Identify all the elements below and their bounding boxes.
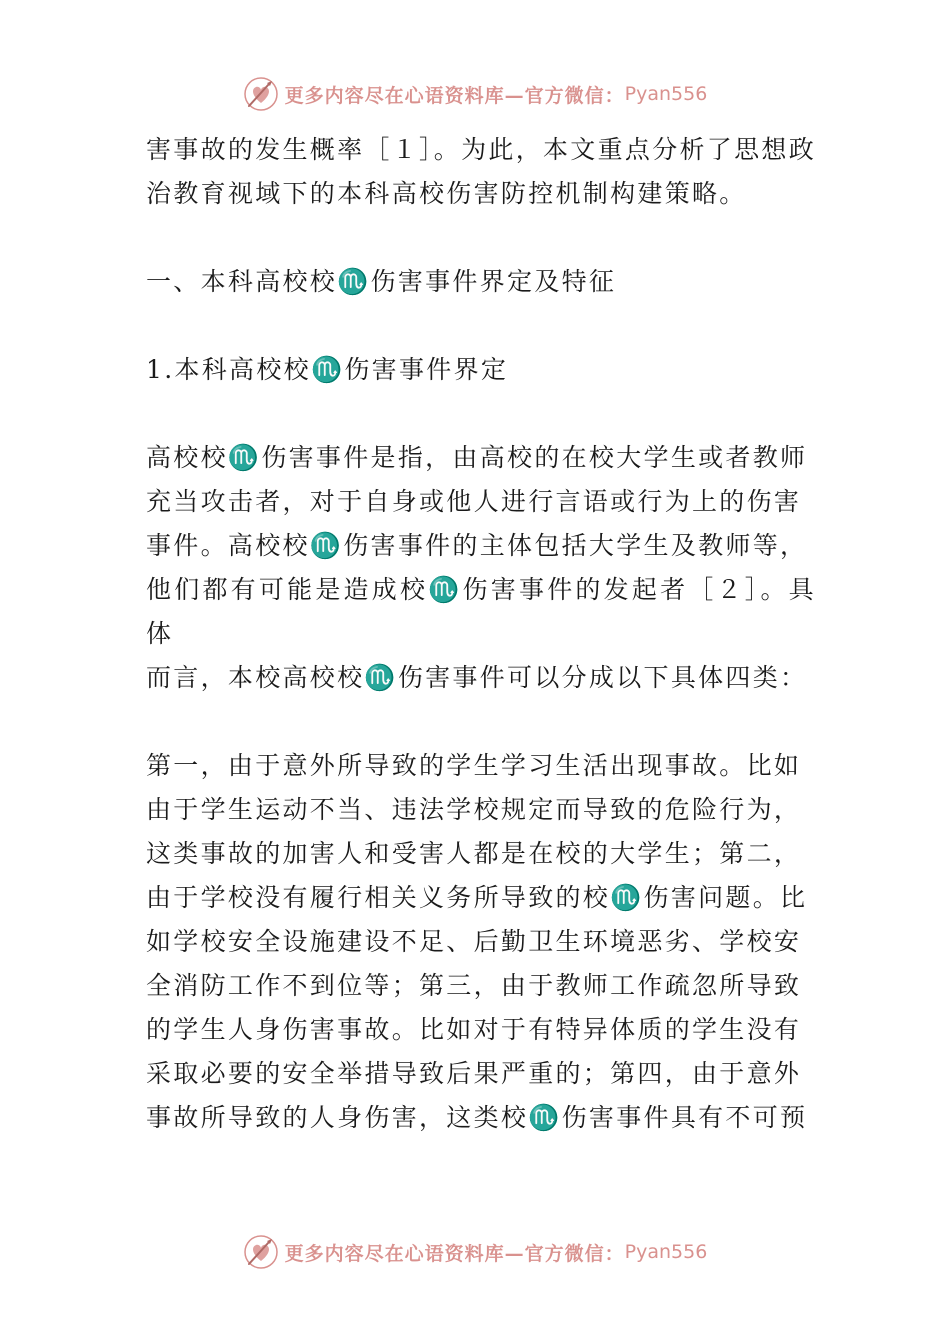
categories-paragraph (146, 744, 816, 1140)
text-line: 由于学生运动不当、违法学校规定而导致的危险行为， (146, 795, 802, 824)
text-line: 如学校安全设施建设不足、后勤卫生环境恶劣、学校安 (146, 927, 802, 956)
subsection-heading: 1.本科高校校♏伤害事件界定 (146, 355, 509, 384)
text-line: 他们都有可能是造成校♏伤害事件的发起者［２］。具体 (146, 575, 816, 648)
text-line: 害事故的发生概率［１］。为此，本文重点分析了思想政 (146, 135, 817, 164)
text-line: 的学生人身伤害事故。比如对于有特异体质的学生没有 (146, 1015, 802, 1044)
intro-paragraph (146, 128, 816, 216)
banner-wechat-handle: Pyan556 (624, 83, 708, 105)
text-line: 治教育视域下的本科高校伤害防控机制构建策略。 (146, 179, 747, 208)
definition-paragraph (146, 436, 816, 700)
text-line: 第一，由于意外所导致的学生学习生活出现事故。比如 (146, 751, 802, 780)
section-heading: 一、本科高校校♏伤害事件界定及特征 (146, 267, 617, 296)
text-line: 事故所导致的人身伤害，这类校♏伤害事件具有不可预 (146, 1103, 808, 1132)
banner-text: 更多内容尽在心语资料库—官方微信： (284, 84, 625, 107)
footer-watermark-banner (0, 1232, 950, 1272)
text-line: 而言，本校高校校♏伤害事件可以分成以下具体四类： (146, 663, 808, 692)
text-line: 采取必要的安全举措导致后果严重的；第四，由于意外 (146, 1059, 802, 1088)
header-watermark-banner (0, 74, 950, 114)
heart-pen-logo-icon (243, 1234, 279, 1270)
text-line: 高校校♏伤害事件是指，由高校的在校大学生或者教师 (146, 443, 808, 472)
banner-wechat-handle: Pyan556 (624, 1241, 708, 1263)
heart-pen-logo-icon (243, 76, 279, 112)
text-line: 这类事故的加害人和受害人都是在校的大学生；第二， (146, 839, 802, 868)
banner-text: 更多内容尽在心语资料库—官方微信： (284, 1242, 625, 1265)
text-line: 事件。高校校♏伤害事件的主体包括大学生及教师等， (146, 531, 808, 560)
text-line: 全消防工作不到位等；第三，由于教师工作疏忽所导致 (146, 971, 802, 1000)
text-line: 充当攻击者，对于自身或他人进行言语或行为上的伤害 (146, 487, 802, 516)
document-body (146, 128, 816, 1140)
text-line: 由于学校没有履行相关义务所导致的校♏伤害问题。比 (146, 883, 808, 912)
